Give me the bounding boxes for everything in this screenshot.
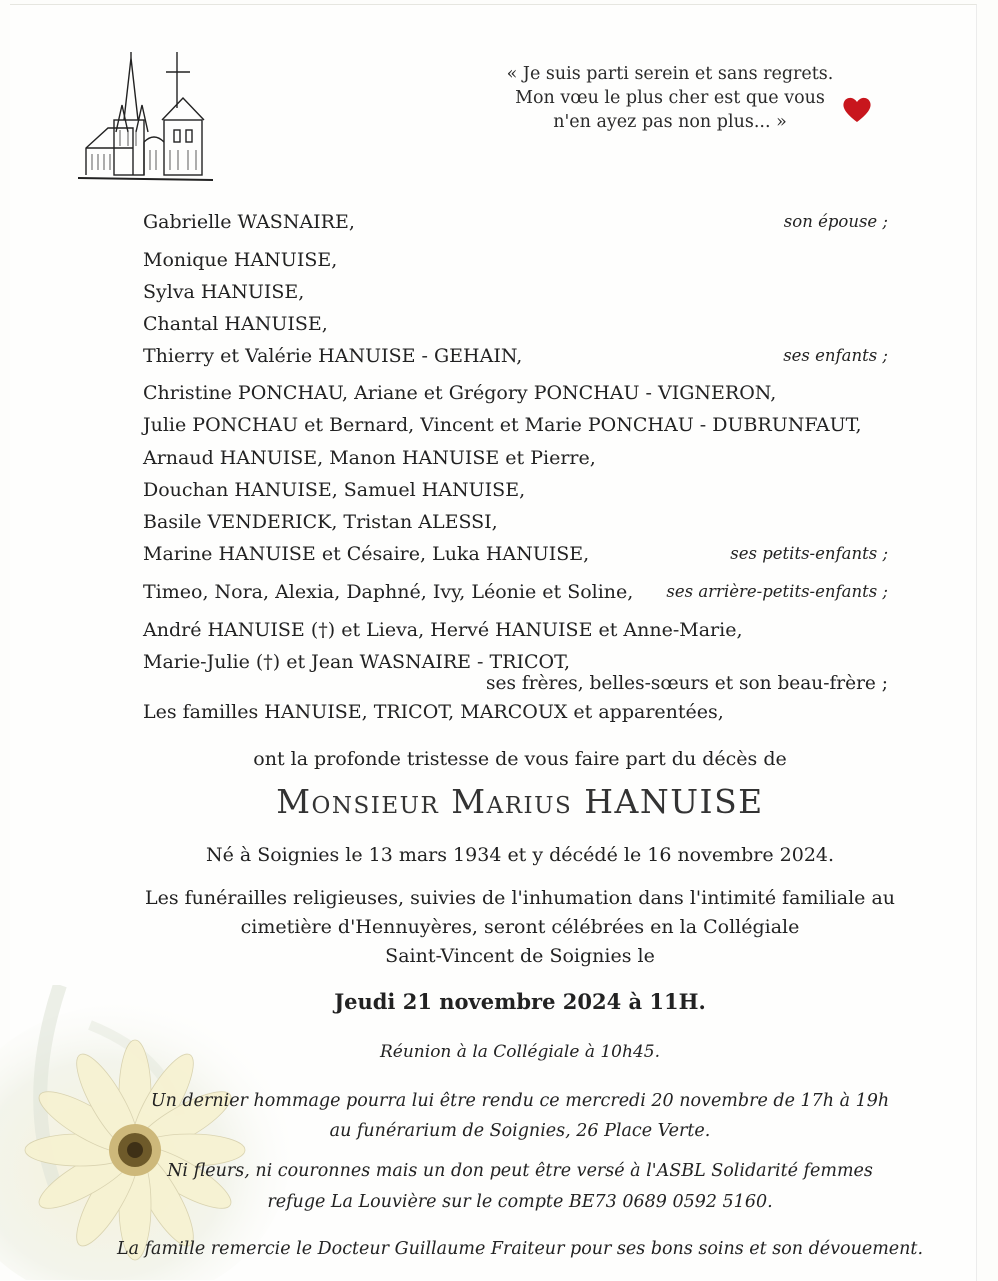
funeral-details <box>0 884 998 971</box>
family-row <box>143 508 888 536</box>
family-name: Marie-Julie (†) et Jean WASNAIRE - TRICOT, <box>143 651 571 673</box>
church-illustration <box>78 50 213 185</box>
family-name: Thierry et Valérie HANUISE - GEHAIN, <box>143 345 523 367</box>
donation-line: refuge La Louvière sur le compte BE73 0689 0592 5160. <box>267 1192 773 1212</box>
deceased-name: Monsieur Marius HANUISE <box>276 782 764 821</box>
family-name: Les familles HANUISE, TRICOT, MARCOUX et apparentées, <box>143 701 724 723</box>
quote-line: Mon vœu le plus cher est que vous <box>515 88 825 108</box>
donation-info <box>0 1156 998 1218</box>
family-name: Arnaud HANUISE, Manon HANUISE et Pierre, <box>143 447 596 469</box>
tribute-info <box>0 1086 998 1146</box>
tribute-line: Un dernier hommage pourra lui être rendu ce mercredi 20 novembre de 17h à 19h <box>150 1091 890 1111</box>
family-row <box>143 411 888 439</box>
family-row <box>143 476 888 504</box>
family-row <box>143 578 888 606</box>
family-row <box>143 246 888 274</box>
family-name: Gabrielle WASNAIRE, <box>143 211 355 233</box>
family-name: Christine PONCHAU, Ariane et Grégory PONCHAU - VIGNERON, <box>143 382 777 404</box>
family-name: Basile VENDERICK, Tristan ALESSI, <box>143 511 498 533</box>
family-role: ses petits-enfants ; <box>730 544 888 563</box>
funeral-line: cimetière d'Hennuyères, seront célébrées en la Collégiale <box>240 916 800 938</box>
family-name: Chantal HANUISE, <box>143 313 328 335</box>
family-name: Timeo, Nora, Alexia, Daphné, Ivy, Léonie et Soline, <box>143 581 634 603</box>
heart-icon <box>841 94 873 124</box>
meeting-info: Réunion à la Collégiale à 10h45. <box>380 1042 660 1062</box>
family-name: Sylva HANUISE, <box>143 281 305 303</box>
family-row <box>143 698 888 726</box>
family-row <box>143 540 888 568</box>
quote-line: « Je suis parti serein et sans regrets. <box>506 64 834 84</box>
family-row <box>143 379 888 407</box>
family-row <box>143 444 888 472</box>
tribute-line: au funérarium de Soignies, 26 Place Verte. <box>329 1121 711 1141</box>
family-row <box>143 616 888 644</box>
siblings-role: ses frères, belles-sœurs et son beau-frère ; <box>486 673 888 694</box>
family-name: Douchan HANUISE, Samuel HANUISE, <box>143 479 526 501</box>
funeral-line: Les funérailles religieuses, suivies de l'inhumation dans l'intimité familiale au <box>144 887 896 909</box>
family-name: André HANUISE (†) et Lieva, Hervé HANUISE et Anne-Marie, <box>143 619 743 641</box>
family-row <box>143 310 888 338</box>
family-name: Julie PONCHAU et Bernard, Vincent et Marie PONCHAU - DUBRUNFAUT, <box>143 414 862 436</box>
family-name: Marine HANUISE et Césaire, Luka HANUISE, <box>143 543 590 565</box>
family-name: Monique HANUISE, <box>143 249 338 271</box>
ceremony-datetime: Jeudi 21 novembre 2024 à 11H. <box>334 989 706 1014</box>
family-row <box>143 278 888 306</box>
family-row <box>143 208 888 236</box>
donation-line: Ni fleurs, ni couronnes mais un don peut être versé à l'ASBL Solidarité femmes <box>167 1161 873 1181</box>
birth-death-dates: Né à Soignies le 13 mars 1934 et y décédé le 16 novembre 2024. <box>205 844 835 866</box>
epitaph-quote <box>490 62 850 134</box>
funeral-line: Saint-Vincent de Soignies le <box>385 945 655 967</box>
quote-line: n'en ayez pas non plus... » <box>553 112 787 132</box>
family-row <box>143 342 888 370</box>
announcement: ont la profonde tristesse de vous faire part du décès de <box>253 748 787 770</box>
family-role: ses enfants ; <box>783 346 888 365</box>
family-role: son épouse ; <box>783 212 888 231</box>
thanks-note: La famille remercie le Docteur Guillaume Fraiteur pour ses bons soins et son dévouement. <box>116 1239 924 1259</box>
family-role: ses arrière-petits-enfants ; <box>666 582 888 601</box>
